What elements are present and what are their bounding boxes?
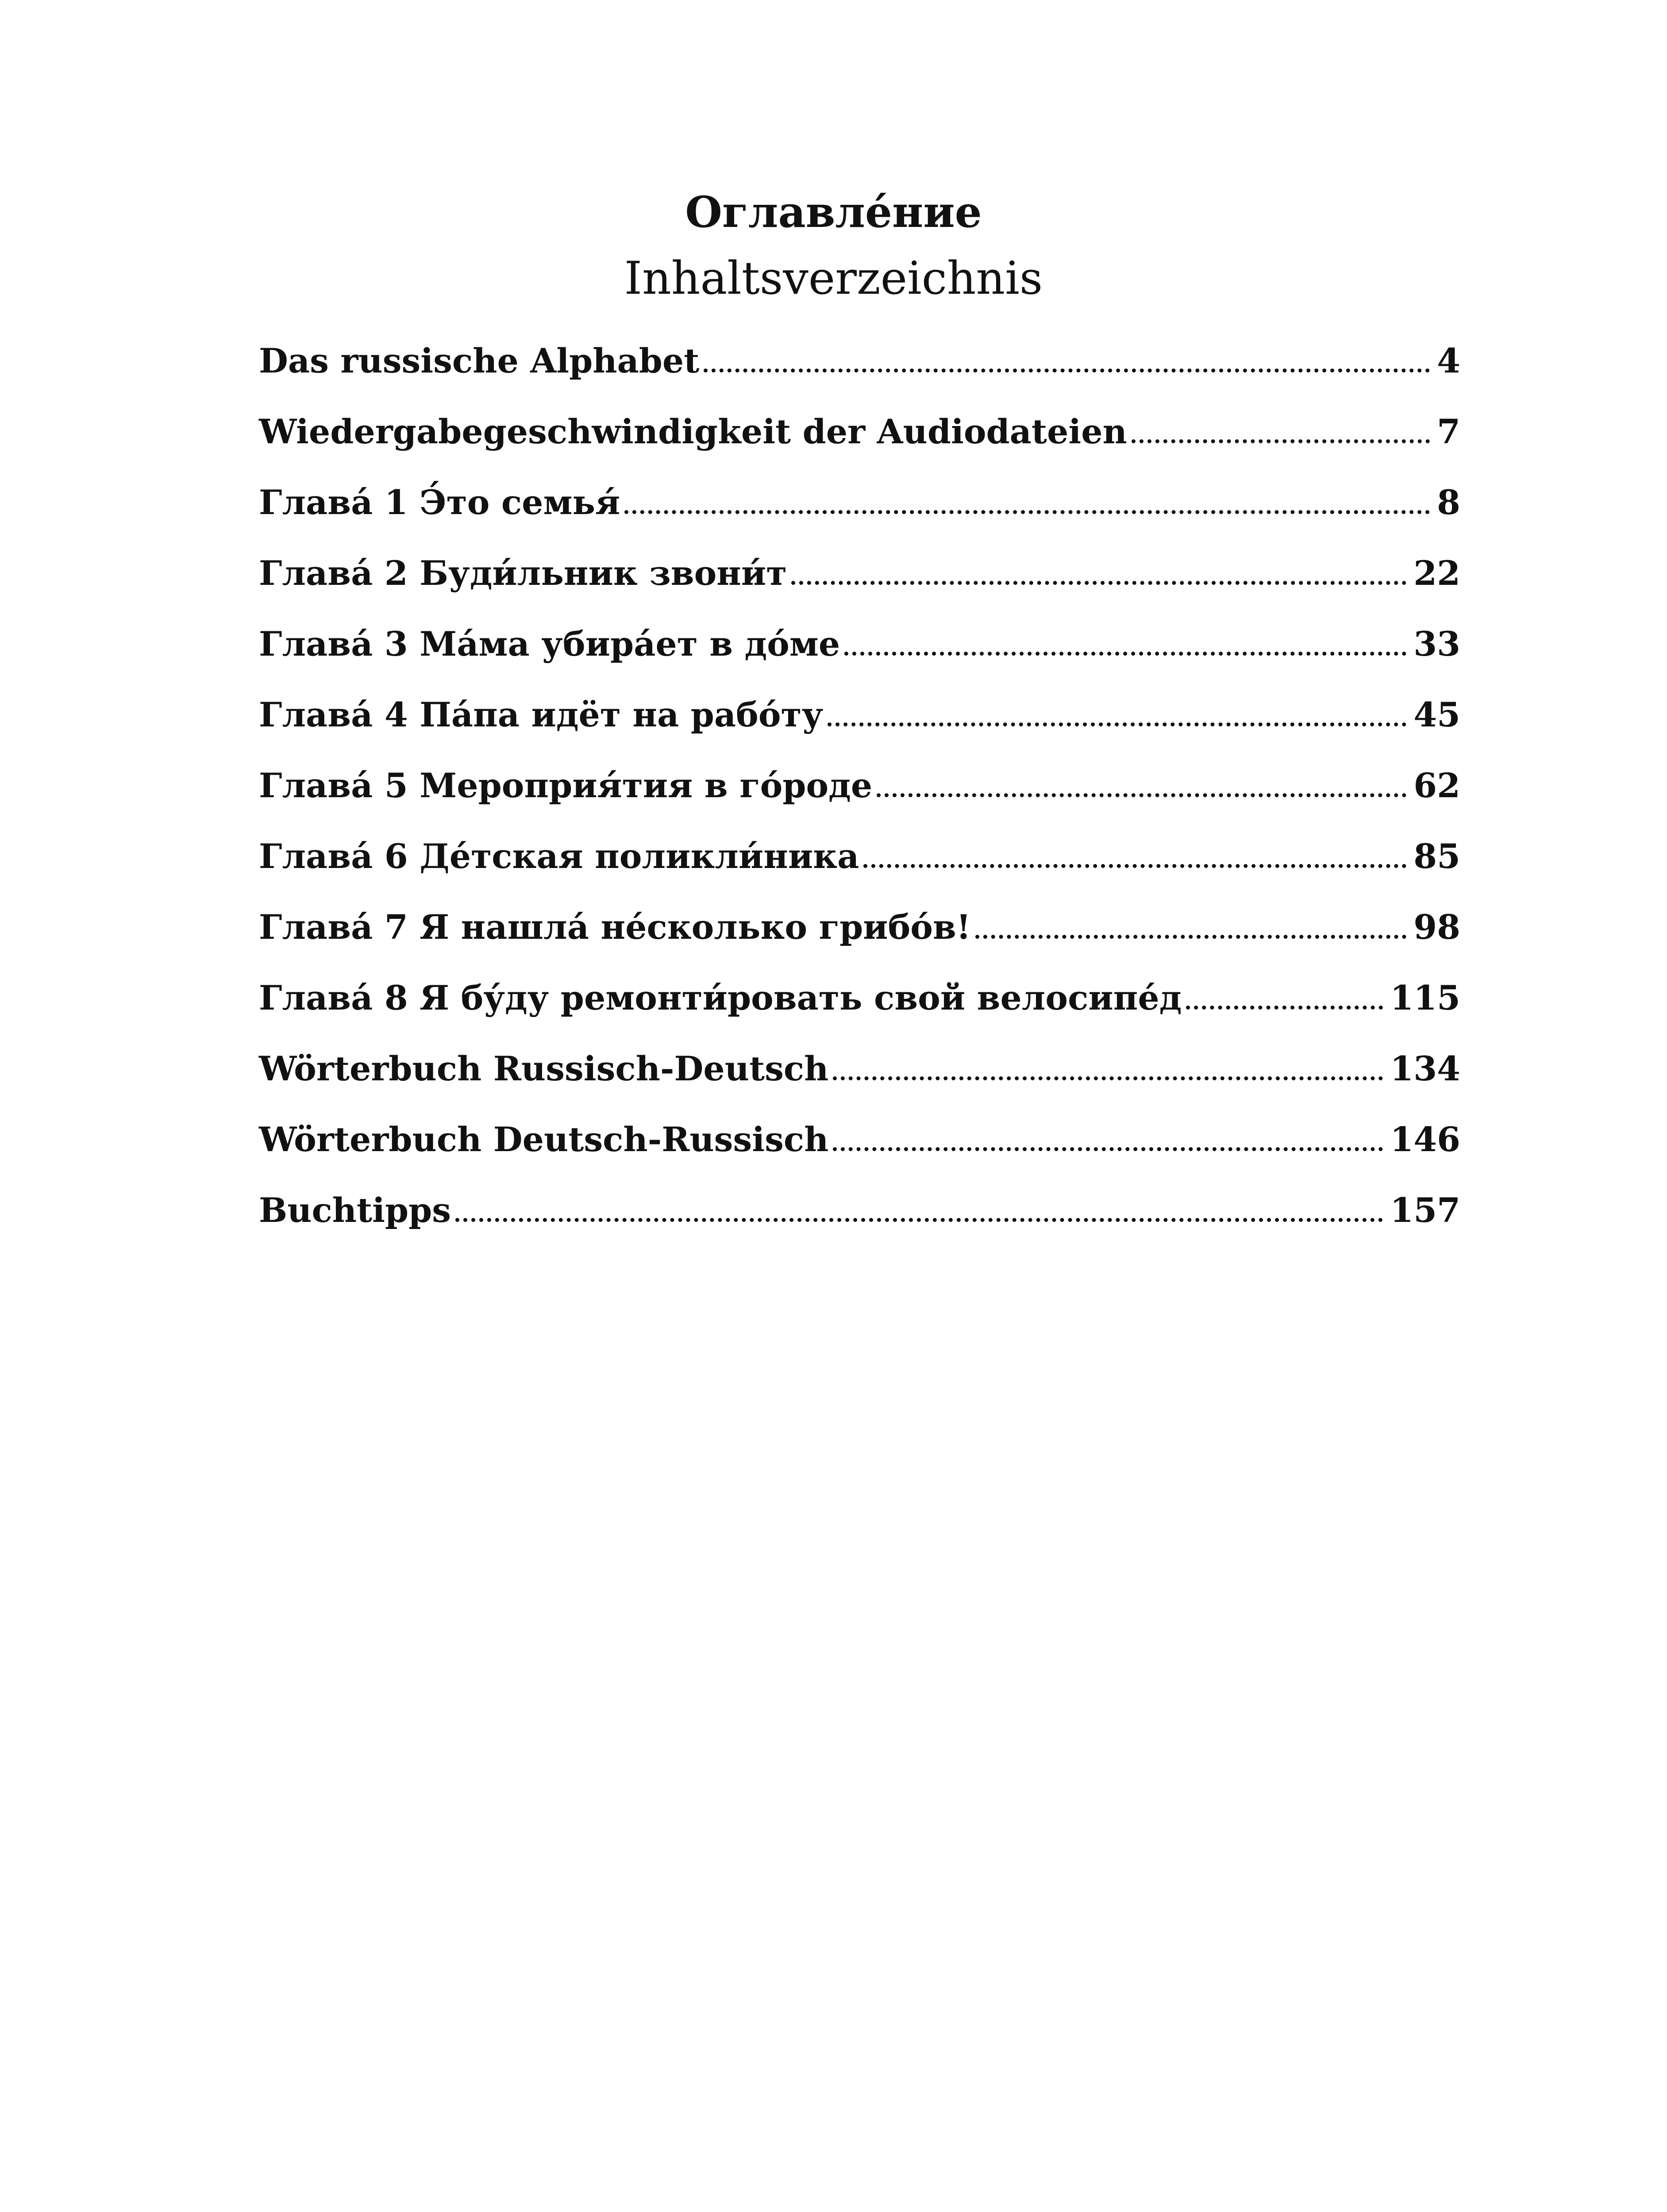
toc-entry[interactable]: [259, 902, 1460, 972]
toc-entry-label: Wiedergabegeschwindigkeit der Audiodateien: [259, 412, 1127, 451]
toc-entry-page: 115: [1390, 978, 1460, 1018]
toc-entry-page: 4: [1437, 341, 1460, 380]
toc-dot-leader: [704, 369, 1430, 373]
toc-entry[interactable]: [259, 760, 1460, 831]
table-of-contents: [259, 335, 1460, 1256]
toc-dot-leader: [791, 581, 1406, 585]
toc-entry-label: Глава́ 8 Я бу́ду ремонти́ровать свой велосипе́д: [259, 978, 1182, 1018]
toc-entry[interactable]: [259, 1043, 1460, 1114]
toc-entry-page: 8: [1437, 483, 1460, 522]
toc-entry-page: 98: [1413, 907, 1460, 947]
toc-entry[interactable]: [259, 1185, 1460, 1256]
toc-entry-label: Глава́ 7 Я нашла́ не́сколько грибо́в!: [259, 907, 971, 947]
toc-entry-label: Глава́ 5 Мероприя́тия в го́роде: [259, 766, 873, 805]
toc-dot-leader: [844, 652, 1406, 656]
toc-entry-page: 45: [1413, 695, 1460, 734]
toc-entry-label: Глава́ 6 Де́тская поликли́ника: [259, 837, 859, 876]
page-title-russian: Оглавле́ние: [685, 187, 982, 237]
page-title-german: Inhaltsverzeichnis: [624, 252, 1043, 305]
toc-entry-label: Глава́ 3 Ма́ма убира́ет в до́ме: [259, 624, 840, 664]
toc-entry-label: Глава́ 4 Па́па идёт на рабо́ту: [259, 695, 824, 734]
toc-entry-page: 146: [1390, 1120, 1460, 1159]
toc-dot-leader: [1186, 1006, 1383, 1010]
toc-dot-leader: [455, 1218, 1383, 1222]
toc-entry-label: Wörterbuch Russisch-Deutsch: [259, 1049, 829, 1088]
toc-dot-leader: [828, 722, 1406, 726]
toc-dot-leader: [833, 1147, 1383, 1151]
toc-entry-label: Buchtipps: [259, 1190, 451, 1230]
toc-entry[interactable]: [259, 972, 1460, 1043]
toc-dot-leader: [833, 1076, 1383, 1080]
toc-entry[interactable]: [259, 831, 1460, 902]
toc-entry[interactable]: [259, 689, 1460, 760]
toc-entry-label: Глава́ 2 Буди́льник звони́т: [259, 553, 787, 593]
toc-entry-label: Das russische Alphabet: [259, 341, 700, 380]
toc-entry-page: 85: [1413, 837, 1460, 876]
toc-entry[interactable]: [259, 335, 1460, 406]
toc-entry-page: 7: [1437, 412, 1460, 451]
toc-dot-leader: [863, 864, 1406, 868]
toc-dot-leader: [624, 510, 1430, 514]
toc-entry-label: Глава́ 1 Э́то семья́: [259, 483, 620, 522]
toc-dot-leader: [975, 935, 1406, 939]
toc-entry[interactable]: [259, 477, 1460, 548]
toc-entry-page: 157: [1390, 1190, 1460, 1230]
toc-entry-page: 33: [1413, 624, 1460, 664]
toc-entry-page: 62: [1413, 766, 1460, 805]
toc-entry[interactable]: [259, 618, 1460, 689]
toc-entry[interactable]: [259, 1114, 1460, 1185]
toc-entry[interactable]: [259, 406, 1460, 477]
toc-entry[interactable]: [259, 548, 1460, 618]
toc-dot-leader: [1132, 439, 1430, 443]
toc-entry-page: 22: [1413, 553, 1460, 593]
toc-dot-leader: [877, 793, 1406, 797]
toc-entry-label: Wörterbuch Deutsch-Russisch: [259, 1120, 829, 1159]
toc-entry-page: 134: [1390, 1049, 1460, 1088]
